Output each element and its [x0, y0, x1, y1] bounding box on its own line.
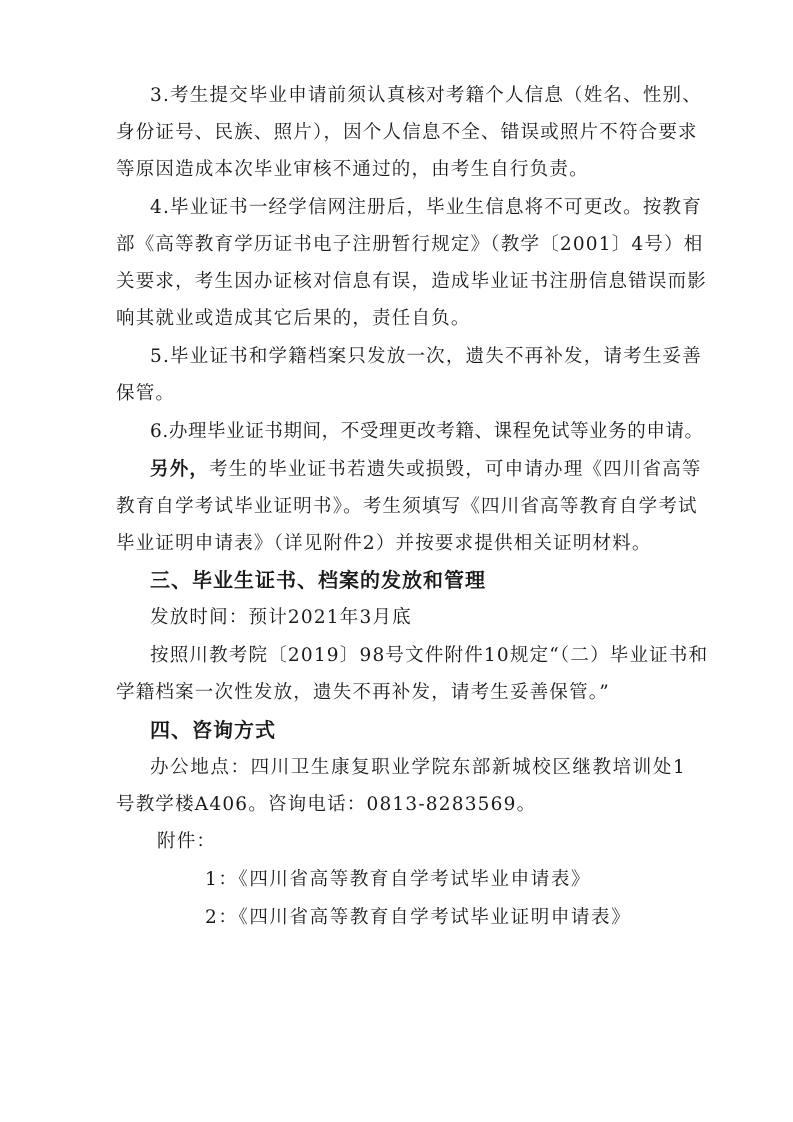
attachment-1: 1：《四川省高等教育自学考试毕业申请表》	[205, 869, 592, 890]
section4-heading: 四、咨询方式	[150, 718, 276, 742]
additionally-lead: 另外，	[150, 459, 210, 480]
item5-line2: 保管。	[116, 383, 176, 404]
additionally-line1	[150, 458, 702, 482]
section4-office-line2: 号教学楼A406。咨询电话：0813-8283569。	[116, 794, 537, 815]
additionally-line2: 教育自学考试毕业证明书》。考生须填写《四川省高等教育自学考试	[116, 496, 698, 517]
item3-line1: 3.考生提交毕业申请前须认真核对考籍个人信息（姓名、性别、	[150, 85, 702, 106]
additionally-line1-text: 考生的毕业证书若遗失或损毁，可申请办理《四川省高等	[209, 459, 702, 480]
section3-issue-time: 发放时间：预计2021年3月底	[150, 607, 412, 628]
section3-heading: 三、毕业生证书、档案的发放和管理	[150, 568, 486, 592]
attachment-2: 2：《四川省高等教育自学考试毕业证明申请表》	[205, 907, 632, 928]
item3-line2: 身份证号、民族、照片），因个人信息不全、错误或照片不符合要求	[116, 122, 698, 143]
item4-line4: 响其就业或造成其它后果的，责任自负。	[116, 308, 471, 329]
item4-line3: 关要求，考生因办证核对信息有误，造成毕业证书注册信息错误而影	[116, 271, 708, 292]
item3-line3: 等原因造成本次毕业审核不通过的，由考生自行负责。	[116, 159, 589, 180]
section4-office-line1: 办公地点：四川卫生康复职业学院东部新城校区继教培训处1	[150, 757, 686, 778]
section3-rule-line2: 学籍档案一次性发放，遗失不再补发，请考生妥善保管。”	[116, 682, 610, 703]
section3-rule-line1: 按照川教考院〔2019〕98号文件附件10规定“（二）毕业证书和	[150, 645, 709, 666]
attachments-label: 附件：	[157, 831, 217, 852]
item4-line2: 部《高等教育学历证书电子注册暂行规定》（教学〔2001〕4号）相	[116, 234, 704, 255]
additionally-line3: 毕业证明申请表》（详见附件2）并按要求提供相关证明材料。	[116, 533, 652, 554]
item4-line1: 4.毕业证书一经学信网注册后，毕业生信息将不可更改。按教育	[150, 197, 702, 218]
item6-line1: 6.办理毕业证书期间，不受理更改考籍、课程免试等业务的申请。	[150, 421, 704, 442]
item5-line1: 5.毕业证书和学籍档案只发放一次，遗失不再补发，请考生妥善	[150, 346, 702, 367]
